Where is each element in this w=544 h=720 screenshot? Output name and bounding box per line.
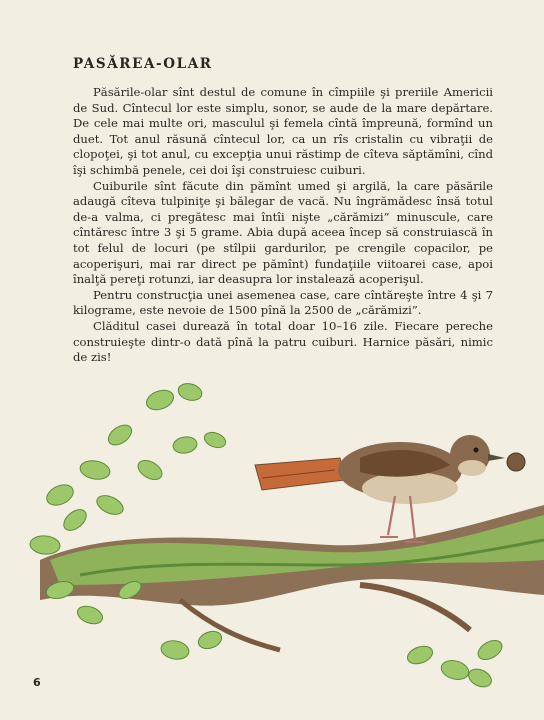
ovenbird-illustration bbox=[0, 370, 544, 690]
article-body bbox=[73, 85, 493, 366]
branch bbox=[40, 505, 544, 650]
page-number: 6 bbox=[33, 676, 41, 689]
paragraph-1: Păsările-olar sînt destul de comune în cîmpiile şi preriile Americii de Sud. Cîntecul lor este simplu, sonor, se aude de la mare depărtare. De cele mai multe ori, masculul şi femela cîntă împreună, formînd un duet. Tot anul răsună cîntecul lor, ca un rîs cristalin cu vibraţii de clopoţei, şi tot anul, cu excepţia unui răstimp de cîteva săptămîni, cînd îşi schimbă penele, cei doi îşi construiesc cuiburi. bbox=[73, 85, 493, 177]
paragraph-4: Clăditul casei durează în total doar 10–16 zile. Fiecare pereche construieşte dintr-o dată pînă la patru cuiburi. Harnice păsări, nimic de zis! bbox=[73, 318, 493, 365]
paragraph-2: Cuiburile sînt făcute din pămînt umed şi argilă, la care păsările adaugă cîteva tulpiniţe şi bălegar de vacă. Nu îngrămădesc însă totul de-a valma, ci pregătesc mai întîi nişte „cărămizi” minuscule, care cîntăresc între 3 şi 5 grame. Abia după aceea încep să construiască în tot felul de locuri (pe stîlpii gardurilor, pe crengile copacilor, pe acoperişuri, mai rar direct pe pămînt) fundaţiile viitoarei case, apoi înalţă pereţi rotunzi, iar deasupra lor instalează acoperişul. bbox=[73, 178, 493, 287]
paragraph-3: Pentru construcţia unei asemenea case, care cîntăreşte între 4 şi 7 kilograme, este nevoie de 1500 pînă la 2500 de „cărămizi”. bbox=[73, 287, 493, 318]
leaf-cluster-right bbox=[405, 637, 505, 690]
leaf-cluster-left bbox=[29, 381, 227, 661]
article-title: PASĂREA-OLAR bbox=[73, 56, 213, 72]
